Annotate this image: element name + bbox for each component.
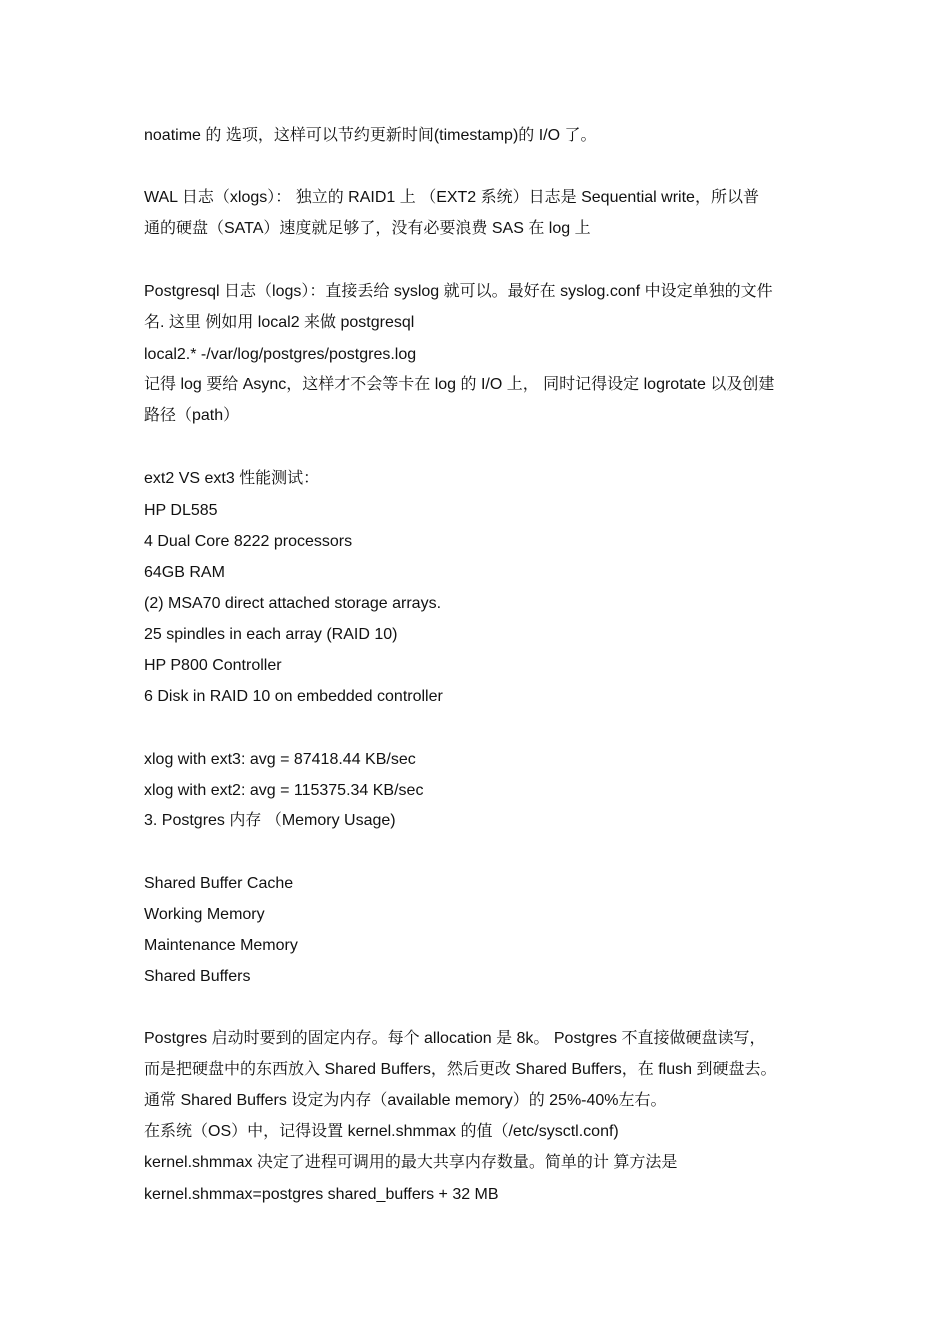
text-line: Shared Buffers [144,968,251,985]
text-line: Shared Buffer Cache [144,875,294,892]
text-line: noatime 的 选项，这样可以节约更新时间(timestamp)的 I/O 了。 [144,127,597,144]
text-line: xlog with ext2: avg = 115375.34 KB/sec [144,782,424,799]
text-line: local2.* -/var/log/postgres/postgres.log [144,346,417,363]
text-line: Working Memory [144,906,265,923]
text-line: xlog with ext3: avg = 87418.44 KB/sec [144,751,416,768]
text-line: 4 Dual Core 8222 processors [144,533,353,550]
text-line: 而是把硬盘中的东西放入 Shared Buffers，然后更改 Shared Buffers，在 flush 到硬盘去。 [144,1061,777,1078]
text-line: 路径（path） [144,407,240,424]
text-line: Maintenance Memory [144,937,298,954]
text-line: WAL 日志（xlogs）： 独立的 RAID1 上 （EXT2 系统）日志是 Sequential write，所以普 [144,189,759,206]
text-line: HP P800 Controller [144,657,282,674]
text-line: kernel.shmmax 决定了进程可调用的最大共享内存数量。简单的计 算方法是 [144,1154,678,1171]
text-line: 通常 Shared Buffers 设定为内存（available memory）的 25%-40%左右。 [144,1092,667,1109]
text-line: 名. 这里 例如用 local2 来做 postgresql [144,314,415,331]
text-line: 64GB RAM [144,564,225,581]
text-line: kernel.shmmax=postgres shared_buffers + 32 MB [144,1186,499,1203]
text-line: 记得 log 要给 Async，这样才不会等卡在 log 的 I/O 上， 同时记得设定 logrotate 以及创建 [144,376,775,393]
text-line: 25 spindles in each array (RAID 10) [144,626,398,643]
text-line: Postgresql 日志（logs）：直接丢给 syslog 就可以。最好在 syslog.conf 中设定单独的文件 [144,283,773,300]
text-line: (2) MSA70 direct attached storage arrays. [144,595,442,612]
text-line: 3. Postgres 内存 （Memory Usage) [144,812,396,829]
text-line: ext2 VS ext3 性能测试： [144,470,320,487]
text-line: 在系统（OS）中，记得设置 kernel.shmmax 的值（/etc/sysctl.conf) [144,1123,619,1140]
text-line: 通的硬盘（SATA）速度就足够了，没有必要浪费 SAS 在 log 上 [144,220,591,237]
text-line: HP DL585 [144,502,218,519]
text-line: Postgres 启动时要到的固定内存。每个 allocation 是 8k。 Postgres 不直接做硬盘读写， [144,1030,766,1047]
text-line: 6 Disk in RAID 10 on embedded controller [144,688,443,705]
